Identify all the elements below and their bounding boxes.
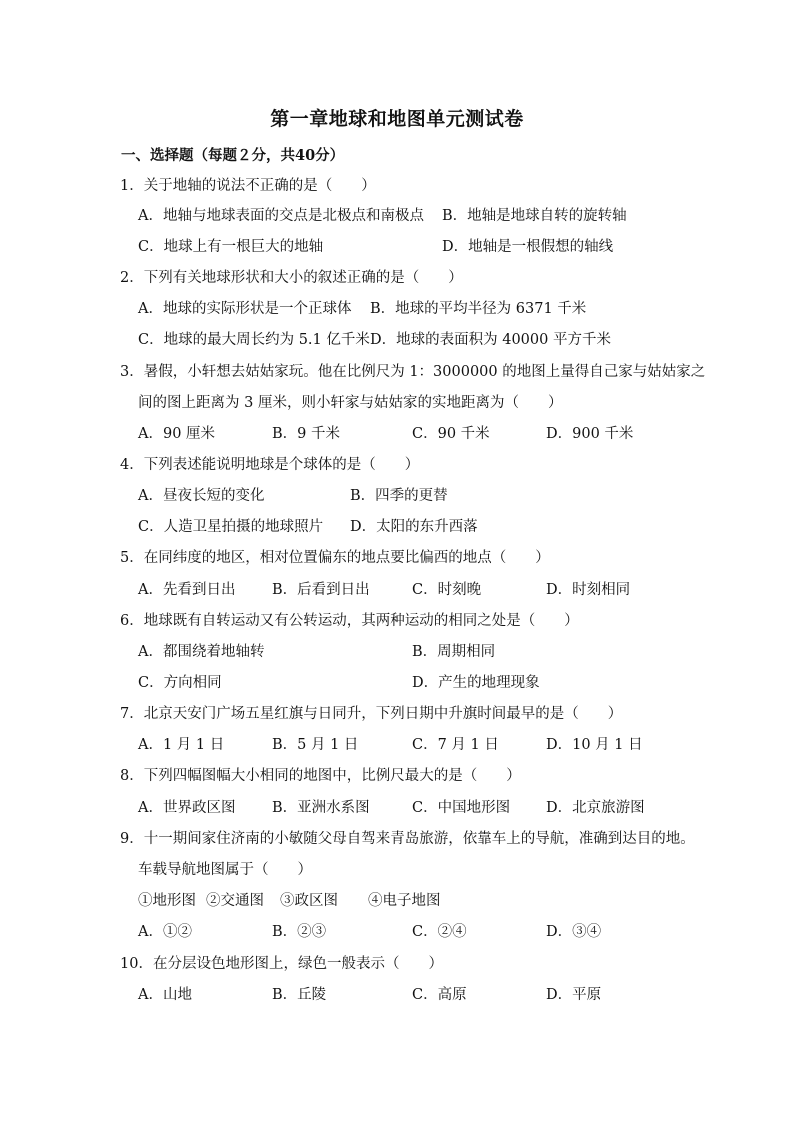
question-3-stem-continued: 间的图上距离为 3 厘米，则小轩家与姑姑家的实地距离为（ ）: [138, 395, 563, 411]
option-d: D．太阳的东升西落: [350, 519, 478, 535]
question-9-item-list: [138, 891, 658, 911]
option-a: A．1 月 1 日: [138, 737, 225, 753]
option-d: D．900 千米: [546, 426, 634, 442]
question-2-options-row-1: [138, 299, 658, 319]
option-b: B．5 月 1 日: [272, 737, 359, 753]
option-b: B．四季的更替: [350, 488, 448, 504]
question-10-options: [138, 985, 658, 1005]
option-c: C．90 千米: [412, 426, 490, 442]
option-c: C．高原: [412, 987, 467, 1003]
question-4-stem: 4．下列表述能说明地球是个球体的是（ ）: [120, 457, 420, 473]
section-heading: 一、选择题（每题２分，共40分）: [121, 147, 345, 164]
option-d: D．平原: [546, 987, 602, 1003]
option-a: A．①②: [138, 924, 192, 940]
option-b: B．后看到日出: [272, 582, 370, 598]
option-b: B．丘陵: [272, 987, 327, 1003]
option-d: D．产生的地理现象: [412, 675, 540, 691]
option-b: B．地球的平均半径为 6371 千米: [370, 301, 587, 317]
question-9-options: [138, 922, 658, 942]
question-3-stem: 3．暑假，小轩想去姑姑家玩。他在比例尺为 1：3000000 的地图上量得自己家与姑姑家之: [120, 364, 706, 380]
question-7-stem: 7．北京天安门广场五星红旗与日同升，下列日期中升旗时间最早的是（ ）: [120, 706, 623, 722]
option-c: C．时刻晚: [412, 582, 482, 598]
list-item: ①地形图: [138, 893, 196, 909]
question-1-options-row-2: [138, 237, 658, 257]
option-c: C．方向相同: [138, 675, 222, 691]
question-5-options: [138, 580, 658, 600]
option-c: C．7 月 1 日: [412, 737, 499, 753]
list-item: ④电子地图: [368, 893, 441, 909]
option-a: A．先看到日出: [138, 582, 236, 598]
question-2-options-row-2: [138, 330, 658, 350]
option-d: D．地球的表面积为 40000 平方千米: [370, 332, 611, 348]
option-a: A．90 厘米: [138, 426, 216, 442]
option-d: D．③④: [546, 924, 602, 940]
question-10-stem: 10．在分层设色地形图上，绿色一般表示（ ）: [120, 956, 443, 972]
question-8-options: [138, 798, 658, 818]
option-c: C．地球上有一根巨大的地轴: [138, 239, 324, 255]
option-a: A．地轴与地球表面的交点是北极点和南极点: [138, 208, 424, 224]
question-3-options: [138, 424, 658, 444]
question-7-options: [138, 735, 658, 755]
question-2-stem: 2．下列有关地球形状和大小的叙述正确的是（ ）: [120, 270, 463, 286]
option-b: B．地轴是地球自转的旋转轴: [442, 208, 627, 224]
option-c: C．人造卫星拍摄的地球照片: [138, 519, 324, 535]
option-a: A．地球的实际形状是一个正球体: [138, 301, 352, 317]
question-6-stem: 6．地球既有自转运动又有公转运动，其两种运动的相同之处是（ ）: [120, 613, 579, 629]
option-c: C．地球的最大周长约为 5.1 亿千米: [138, 332, 370, 348]
question-1-options-row-1: [138, 206, 658, 226]
page-title: 第一章地球和地图单元测试卷: [270, 108, 524, 130]
option-d: D．时刻相同: [546, 582, 631, 598]
option-c: C．中国地形图: [412, 800, 511, 816]
list-item: ②交通图: [206, 893, 264, 909]
option-a: A．都围绕着地轴转: [138, 644, 265, 660]
question-6-options-row-1: [138, 642, 658, 662]
option-d: D．北京旅游图: [546, 800, 645, 816]
question-8-stem: 8．下列四幅图幅大小相同的地图中，比例尺最大的是（ ）: [120, 768, 521, 784]
question-9-stem-continued: 车载导航地图属于（ ）: [138, 862, 312, 878]
option-b: B．②③: [272, 924, 327, 940]
question-1-stem: 1．关于地轴的说法不正确的是（ ）: [120, 178, 376, 194]
option-d: D．地轴是一根假想的轴线: [442, 239, 614, 255]
option-b: B．9 千米: [272, 426, 340, 442]
option-b: B．周期相同: [412, 644, 496, 660]
option-d: D．10 月 1 日: [546, 737, 643, 753]
option-b: B．亚洲水系图: [272, 800, 370, 816]
list-item: ③政区图: [280, 893, 338, 909]
option-c: C．②④: [412, 924, 467, 940]
option-a: A．昼夜长短的变化: [138, 488, 265, 504]
question-9-stem: 9．十一期间家住济南的小敏随父母自驾来青岛旅游，依靠车上的导航，准确到达目的地。: [120, 831, 695, 847]
question-4-options-row-2: [138, 517, 658, 537]
option-a: A．山地: [138, 987, 192, 1003]
question-5-stem: 5．在同纬度的地区，相对位置偏东的地点要比偏西的地点（ ）: [120, 550, 550, 566]
question-4-options-row-1: [138, 486, 658, 506]
option-a: A．世界政区图: [138, 800, 236, 816]
question-6-options-row-2: [138, 673, 658, 693]
